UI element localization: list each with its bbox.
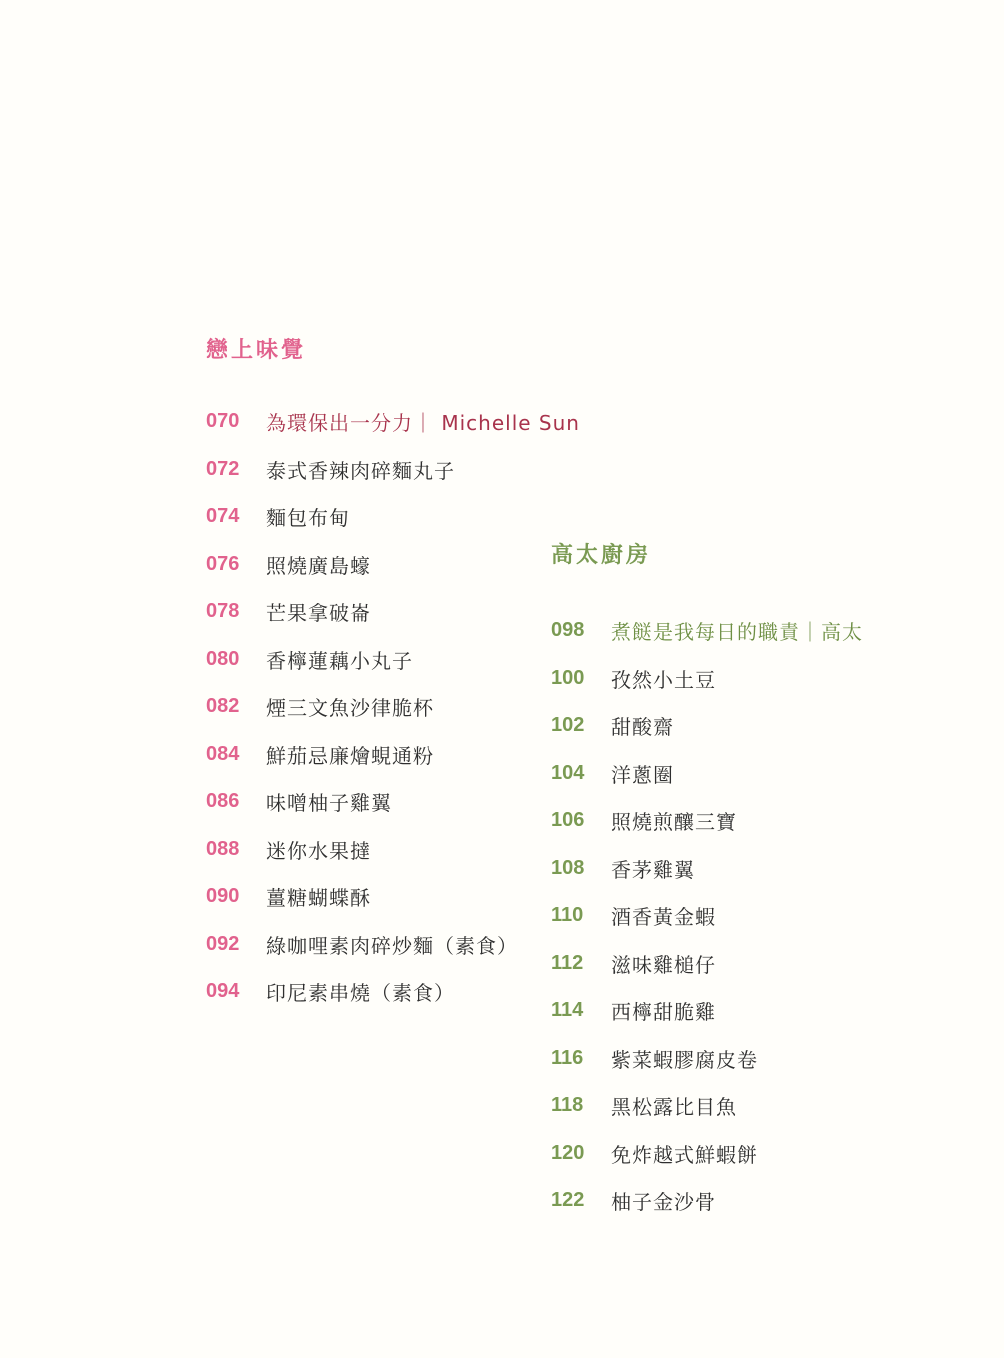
toc-entry[interactable] bbox=[551, 845, 981, 893]
toc-entry[interactable] bbox=[551, 750, 981, 798]
entry-title: 綠咖哩素肉碎炒麵（素食） bbox=[266, 933, 518, 958]
page-number: 116 bbox=[551, 1046, 584, 1069]
toc-entry[interactable] bbox=[551, 1082, 981, 1130]
entry-list bbox=[551, 607, 981, 1225]
page-number: 102 bbox=[551, 714, 585, 737]
page-number: 106 bbox=[551, 809, 585, 832]
toc-entry[interactable] bbox=[551, 607, 981, 655]
entry-title: 黑松露比目魚 bbox=[611, 1095, 737, 1120]
toc-entry[interactable] bbox=[551, 892, 981, 940]
toc-entry[interactable] bbox=[551, 940, 981, 988]
page-number: 082 bbox=[206, 695, 240, 718]
entry-title: 照燒煎釀三寶 bbox=[611, 810, 737, 835]
page-number: 094 bbox=[206, 980, 240, 1003]
entry-title: 印尼素串燒（素食） bbox=[266, 981, 455, 1006]
page-number: 072 bbox=[206, 457, 240, 480]
page-number: 070 bbox=[206, 410, 240, 433]
entry-title: 香檸蓮藕小丸子 bbox=[266, 648, 413, 673]
page-number: 086 bbox=[206, 790, 240, 813]
entry-title: 香茅雞翼 bbox=[611, 857, 695, 882]
page-number: 078 bbox=[206, 600, 240, 623]
page-number: 118 bbox=[551, 1094, 584, 1117]
toc-entry[interactable] bbox=[551, 1035, 981, 1083]
page-number: 074 bbox=[206, 505, 240, 528]
page-number: 076 bbox=[206, 552, 240, 575]
page-number: 088 bbox=[206, 837, 240, 860]
entry-title: 薑糖蝴蝶酥 bbox=[266, 886, 371, 911]
page-number: 112 bbox=[551, 951, 584, 974]
section-title: 戀上味覺 bbox=[206, 338, 307, 363]
entry-title: 芒果拿破崙 bbox=[266, 601, 371, 626]
entry-title: 麵包布甸 bbox=[266, 506, 350, 531]
page-number: 104 bbox=[551, 761, 585, 784]
page-number: 110 bbox=[551, 904, 584, 927]
entry-title: 味噌柚子雞翼 bbox=[266, 791, 392, 816]
entry-title: 泰式香辣肉碎麵丸子 bbox=[266, 458, 455, 483]
entry-title: 洋蔥圈 bbox=[611, 762, 674, 787]
entry-title: 煙三文魚沙律脆杯 bbox=[266, 696, 434, 721]
entry-title: 迷你水果撻 bbox=[266, 838, 371, 863]
right-section bbox=[551, 541, 981, 1225]
page-number: 108 bbox=[551, 856, 585, 879]
toc-entry[interactable] bbox=[206, 493, 626, 541]
entry-title: 孜然小土豆 bbox=[611, 667, 716, 692]
entry-title: 柚子金沙骨 bbox=[611, 1190, 716, 1215]
entry-title: 為環保出一分力｜ Michelle Sun bbox=[266, 411, 580, 436]
entry-title: 照燒廣島蠔 bbox=[266, 553, 371, 578]
toc-entry[interactable] bbox=[551, 1177, 981, 1225]
entry-title: 酒香黃金蝦 bbox=[611, 905, 716, 930]
toc-entry[interactable] bbox=[551, 1130, 981, 1178]
entry-title: 甜酸齋 bbox=[611, 715, 674, 740]
toc-entry[interactable] bbox=[551, 702, 981, 750]
entry-title: 鮮茄忌廉燴蜆通粉 bbox=[266, 743, 434, 768]
page-number: 080 bbox=[206, 647, 240, 670]
toc-entry[interactable] bbox=[551, 987, 981, 1035]
toc-entry[interactable] bbox=[206, 446, 626, 494]
page-number: 090 bbox=[206, 885, 240, 908]
page-number: 098 bbox=[551, 619, 585, 642]
entry-title: 免炸越式鮮蝦餅 bbox=[611, 1142, 758, 1167]
entry-title: 紫菜蝦膠腐皮卷 bbox=[611, 1047, 758, 1072]
page-number: 084 bbox=[206, 742, 240, 765]
page-number: 100 bbox=[551, 666, 585, 689]
page-number: 122 bbox=[551, 1189, 585, 1212]
page-number: 120 bbox=[551, 1141, 585, 1164]
page-number: 114 bbox=[551, 999, 584, 1022]
toc-entry[interactable] bbox=[206, 398, 626, 446]
page-number: 092 bbox=[206, 932, 240, 955]
entry-title: 西檸甜脆雞 bbox=[611, 1000, 716, 1025]
toc-entry[interactable] bbox=[551, 797, 981, 845]
section-title: 高太廚房 bbox=[551, 543, 652, 568]
entry-title: 煮餸是我每日的職責｜高太 bbox=[611, 620, 863, 645]
toc-entry[interactable] bbox=[551, 655, 981, 703]
entry-title: 滋味雞槌仔 bbox=[611, 952, 716, 977]
